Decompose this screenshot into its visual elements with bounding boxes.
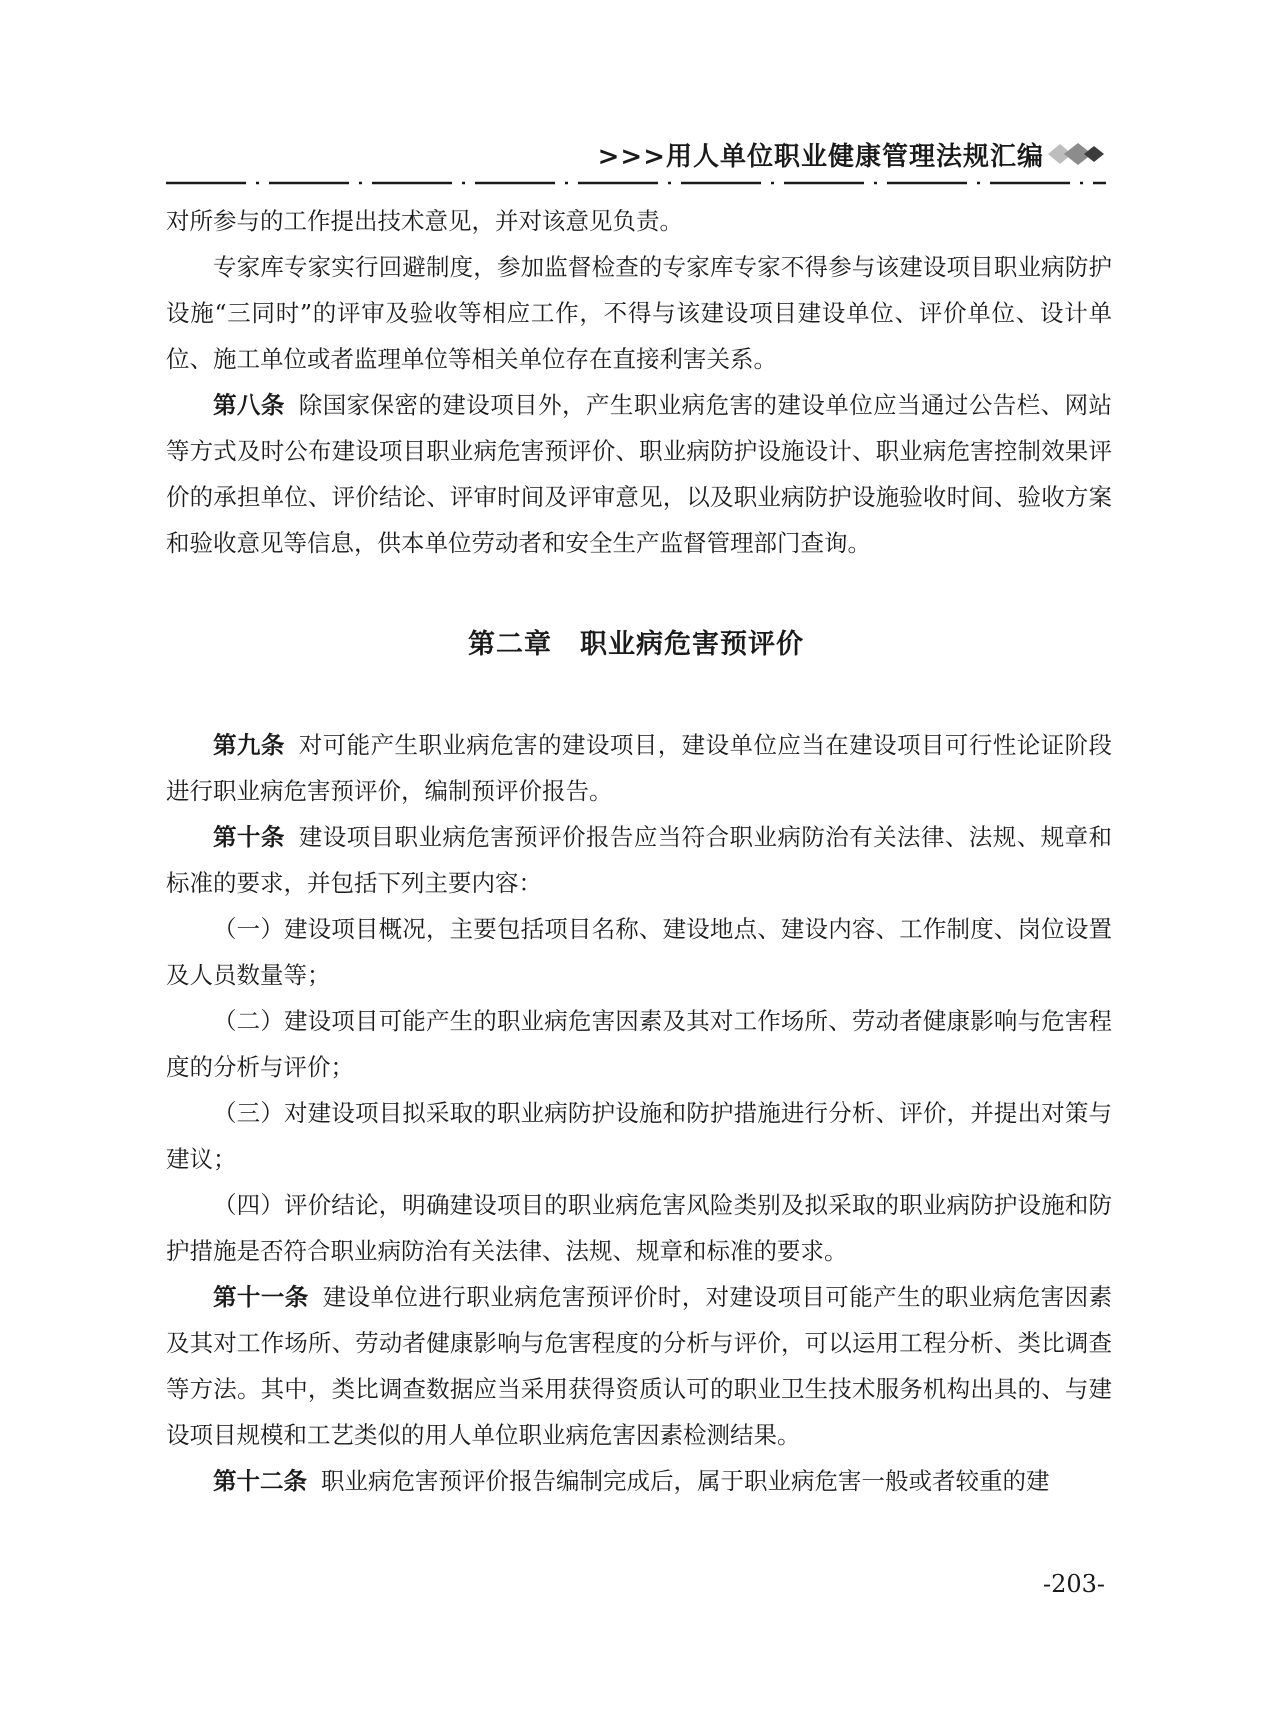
- body-bottom: [166, 722, 1112, 1504]
- page-number: -203-: [1042, 1570, 1105, 1598]
- article-label: 第十一条: [213, 1283, 309, 1311]
- article-12: [166, 1458, 1112, 1504]
- list-item: （三）对建设项目拟采取的职业病防护设施和防护措施进行分析、评价，并提出对策与建议；: [166, 1099, 1112, 1173]
- running-header: [166, 136, 1106, 176]
- header-title: >>>用人单位职业健康管理法规汇编: [597, 142, 1044, 172]
- article-9: [166, 722, 1112, 814]
- continuation-paragraph: 对所参与的工作提出技术意见，并对该意见负责。: [166, 207, 683, 235]
- list-item: （二）建设项目可能产生的职业病危害因素及其对工作场所、劳动者健康影响与危害程度的分析与评价；: [166, 1007, 1112, 1081]
- diamond-ornament-icon: [1046, 142, 1106, 166]
- expert-paragraph: 专家库专家实行回避制度，参加监督检查的专家库专家不得参与该建设项目职业病防护设施“三同时”的评审及验收等相应工作，不得与该建设项目建设单位、评价单位、设计单位、施工单位或者监理单位等相关单位存在直接利害关系。: [166, 253, 1112, 373]
- article-text: 对可能产生职业病危害的建设项目，建设单位应当在建设项目可行性论证阶段进行职业病危害预评价，编制预评价报告。: [166, 731, 1113, 805]
- article-label: 第九条: [213, 731, 285, 759]
- article-label: 第十条: [213, 823, 285, 851]
- chapter-title: 第二章 职业病危害预评价: [468, 629, 804, 660]
- header-rule: [166, 180, 1106, 186]
- article-11: [166, 1274, 1112, 1458]
- list-item: （一）建设项目概况，主要包括项目名称、建设地点、建设内容、工作制度、岗位设置及人员数量等；: [166, 915, 1112, 989]
- article-text: 除国家保密的建设项目外，产生职业病危害的建设单位应当通过公告栏、网站等方式及时公布建设项目职业病危害预评价、职业病防护设施设计、职业病危害控制效果评价的承担单位、评价结论、评审时间及评审意见，以及职业病防护设施验收时间、验收方案和验收意见等信息，供本单位劳动者和安全生产监督管理部门查询。: [166, 391, 1113, 557]
- body-top: [166, 198, 1112, 566]
- article-text: 建设单位进行职业病危害预评价时，对建设项目可能产生的职业病危害因素及其对工作场所、劳动者健康影响与危害程度的分析与评价，可以运用工程分析、类比调查等方法。其中，类比调查数据应当采用获得资质认可的职业卫生技术服务机构出具的、与建设项目规模和工艺类似的用人单位职业病危害因素检测结果。: [166, 1283, 1113, 1449]
- list-item: （四）评价结论，明确建设项目的职业病危害风险类别及拟采取的职业病防护设施和防护措施是否符合职业病防治有关法律、法规、规章和标准的要求。: [166, 1191, 1112, 1265]
- article-text: 职业病危害预评价报告编制完成后，属于职业病危害一般或者较重的建: [321, 1467, 1050, 1495]
- article-10: [166, 814, 1112, 906]
- article-label: 第八条: [213, 391, 285, 419]
- article-8: [166, 382, 1112, 566]
- article-text: 建设项目职业病危害预评价报告应当符合职业病防治有关法律、法规、规章和标准的要求，并包括下列主要内容：: [166, 823, 1113, 897]
- article-label: 第十二条: [213, 1467, 307, 1495]
